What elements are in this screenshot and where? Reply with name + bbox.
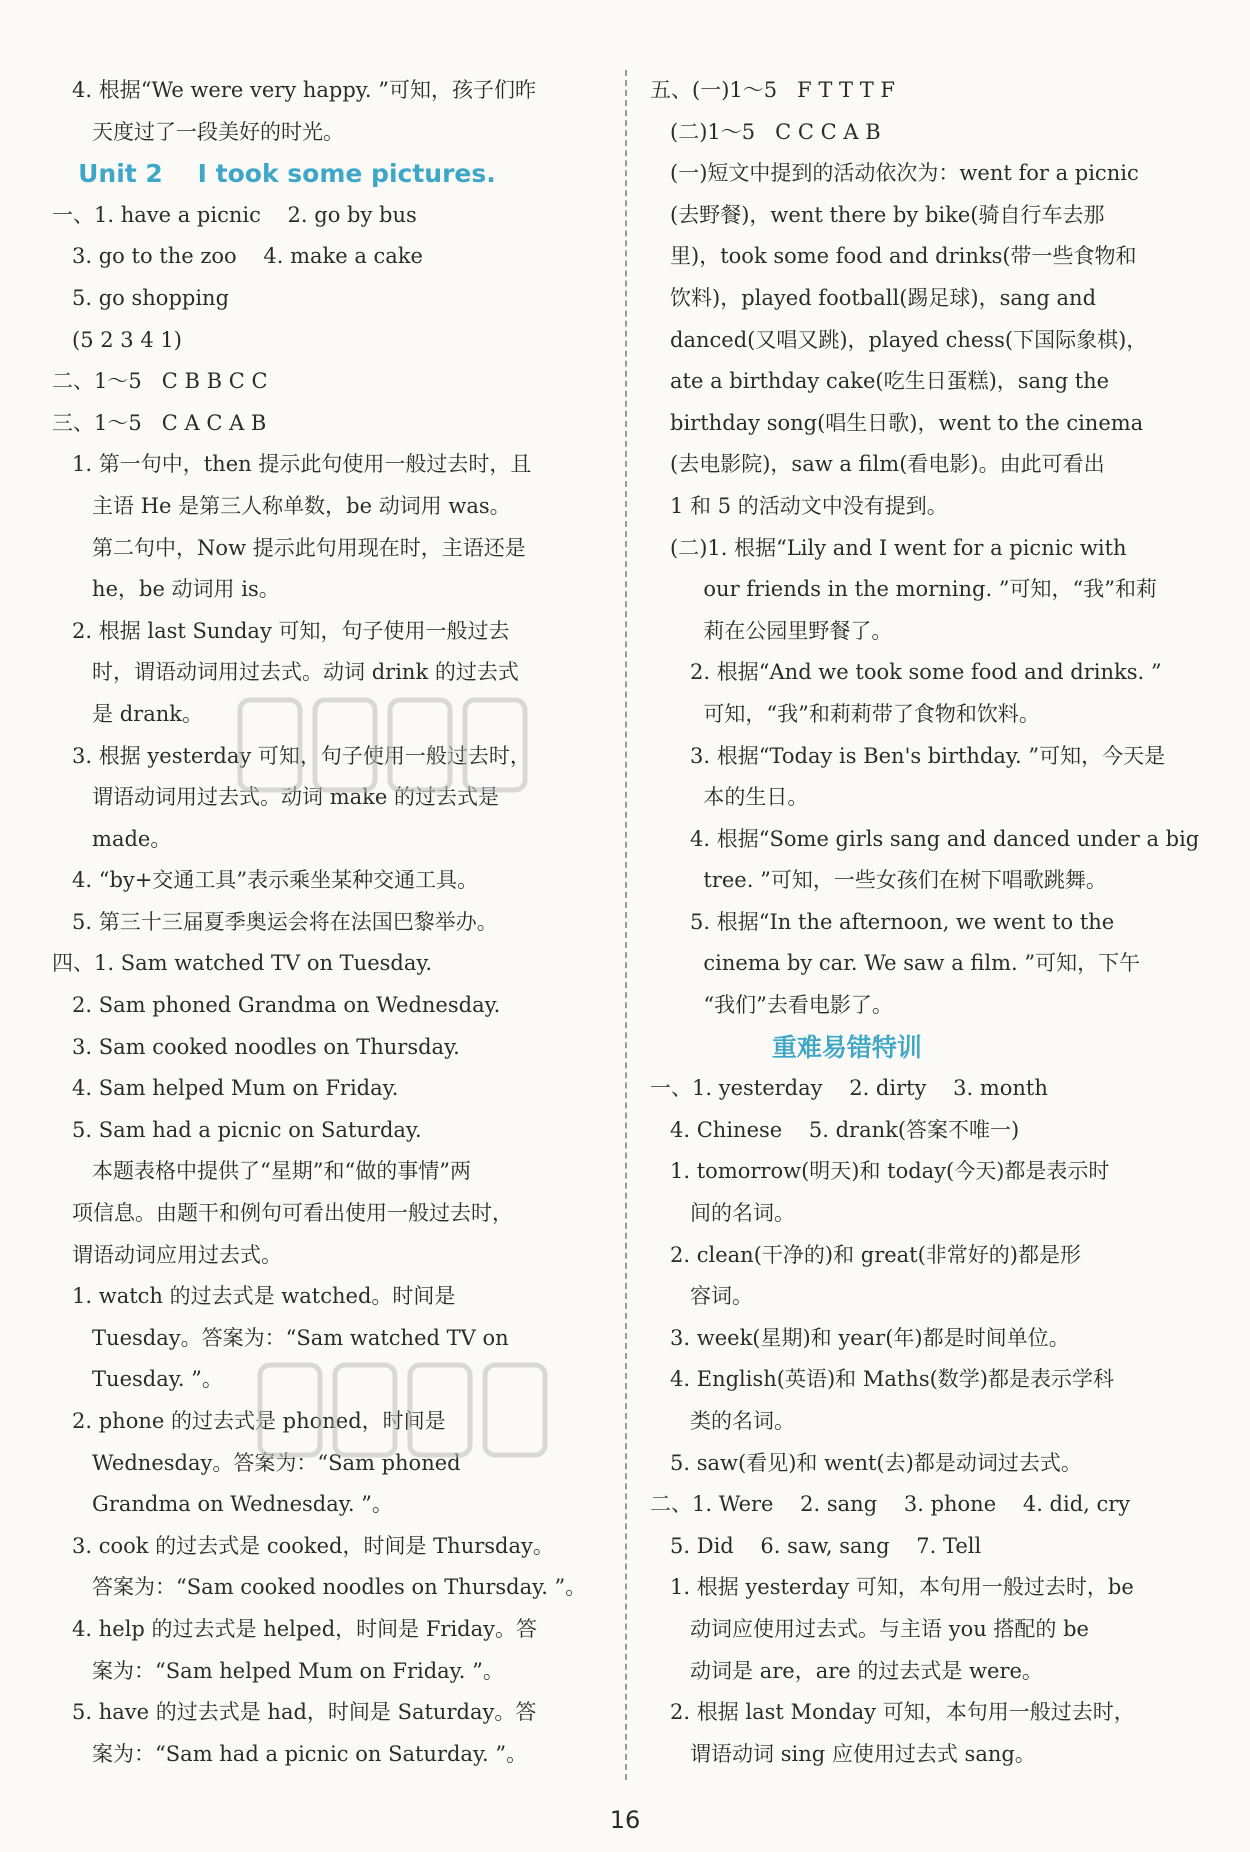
text-line: made。 (52, 826, 172, 851)
text-line: 5. Did 6. saw, sang 7. Tell (650, 1533, 982, 1558)
text-line: 四、1. Sam watched TV on Tuesday. (52, 951, 433, 976)
text-line: (一)短文中提到的活动依次为：went for a picnic (650, 161, 1139, 186)
text-line: 2. 根据“And we took some food and drinks. ” (650, 660, 1162, 685)
text-line: 一、1. have a picnic 2. go by bus (52, 202, 417, 227)
text-line: 4. Sam helped Mum on Friday. (52, 1076, 399, 1101)
text-line: 一、1. yesterday 2. dirty 3. month (650, 1076, 1048, 1101)
text-line: 谓语动词应用过去式。 (52, 1242, 283, 1267)
text-line: 4. help 的过去式是 helped，时间是 Friday。答 (52, 1616, 538, 1641)
text-line: 3. 根据“Today is Ben's birthday. ”可知，今天是 (650, 743, 1166, 768)
text-line: 4. 根据“We were very happy. ”可知，孩子们昨 (52, 78, 536, 102)
left-column (52, 70, 612, 1775)
right-column (650, 70, 1210, 1775)
text-line: 谓语动词用过去式。动词 make 的过去式是 (52, 785, 499, 810)
text-line: 案为：“Sam had a picnic on Saturday. ”。 (52, 1741, 528, 1766)
text-line: 2. Sam phoned Grandma on Wednesday. (52, 993, 501, 1018)
text-line: 1. 根据 yesterday 可知，本句用一般过去时，be (650, 1575, 1134, 1600)
text-line: 5. 根据“In the afternoon, we went to the (650, 909, 1115, 934)
text-line: 二、1～5 C B B C C (52, 369, 268, 394)
text-line: Tuesday. ”。 (52, 1367, 223, 1392)
text-line: 动词应使用过去式。与主语 you 搭配的 be (650, 1616, 1089, 1641)
text-line: 案为：“Sam helped Mum on Friday. ”。 (52, 1658, 504, 1683)
text-line: 本的生日。 (650, 785, 809, 810)
text-line: Wednesday。答案为：“Sam phoned (52, 1450, 461, 1475)
text-line: 饮料)，played football(踢足球)，sang and (650, 285, 1097, 310)
text-line: he，be 动词用 is。 (52, 577, 280, 602)
text-line: danced(又唱又跳)，played chess(下国际象棋)， (650, 327, 1148, 352)
text-line: 容词。 (650, 1284, 754, 1309)
text-line: 3. cook 的过去式是 cooked，时间是 Thursday。 (52, 1533, 554, 1558)
text-line: 1. tomorrow(明天)和 today(今天)都是表示时 (650, 1159, 1110, 1184)
text-line: 2. 根据 last Sunday 可知，句子使用一般过去 (52, 618, 510, 643)
text-line: (5 2 3 4 1) (52, 327, 182, 352)
text-line: tree. ”可知，一些女孩们在树下唱歌跳舞。 (650, 868, 1107, 893)
text-line: 是 drank。 (52, 701, 203, 726)
text-line: 2. clean(干净的)和 great(非常好的)都是形 (650, 1242, 1082, 1267)
watermark-logo (230, 690, 530, 800)
text-line: 动词是 are，are 的过去式是 were。 (650, 1658, 1043, 1683)
text-line: (去野餐)，went there by bike(骑自行车去那 (650, 202, 1105, 227)
text-line: 5. Sam had a picnic on Saturday. (52, 1117, 422, 1142)
text-line: birthday song(唱生日歌)，went to the cinema (650, 410, 1144, 435)
text-line: 可知，“我”和莉莉带了食物和饮料。 (650, 701, 1040, 726)
text-line: 3. Sam cooked noodles on Thursday. (52, 1034, 460, 1059)
text-line: 5. go shopping (52, 285, 230, 310)
text-line: 间的名词。 (650, 1201, 796, 1226)
text-line: (二)1. 根据“Lily and I went for a picnic with (650, 535, 1127, 560)
text-line: 类的名词。 (650, 1409, 796, 1433)
text-line: 本题表格中提供了“星期”和“做的事情”两 (52, 1159, 471, 1184)
text-line: 里)，took some food and drinks(带一些食物和 (650, 244, 1137, 269)
text-line: (去电影院)，saw a film(看电影)。由此可看出 (650, 452, 1105, 477)
text-line: 3. week(星期)和 year(年)都是时间单位。 (650, 1325, 1070, 1350)
text-line: cinema by car. We saw a film. ”可知，下午 (650, 951, 1141, 976)
text-line: 4. “by+交通工具”表示乘坐某种交通工具。 (52, 868, 479, 893)
text-line: 主语 He 是第三人称单数，be 动词用 was。 (52, 493, 511, 518)
text-line: our friends in the morning. ”可知，“我”和莉 (650, 577, 1158, 602)
section-heading: 重难易错特训 (650, 1032, 922, 1062)
text-line: Grandma on Wednesday. ”。 (52, 1492, 393, 1517)
text-line: 3. go to the zoo 4. make a cake (52, 244, 423, 269)
text-line: “我们”去看电影了。 (650, 993, 893, 1018)
text-line: 1 和 5 的活动文中没有提到。 (650, 493, 948, 518)
text-line: 答案为：“Sam cooked noodles on Thursday. ”。 (52, 1575, 587, 1600)
text-line: 2. 根据 last Monday 可知，本句用一般过去时， (650, 1700, 1135, 1725)
text-line: 5. 第三十三届夏季奥运会将在法国巴黎举办。 (52, 909, 498, 934)
text-line: 天度过了一段美好的时光。 (52, 119, 345, 144)
text-line: 5. have 的过去式是 had，时间是 Saturday。答 (52, 1700, 537, 1725)
text-line: 第二句中，Now 提示此句用现在时，主语还是 (52, 535, 526, 560)
page-number: 16 (609, 1806, 641, 1834)
text-line: ate a birthday cake(吃生日蛋糕)，sang the (650, 369, 1110, 394)
text-line: 4. English(英语)和 Maths(数学)都是表示学科 (650, 1367, 1114, 1392)
watermark-logo (250, 1355, 550, 1465)
text-line: 时，谓语动词用过去式。动词 drink 的过去式 (52, 660, 519, 685)
text-line: 4. Chinese 5. drank(答案不唯一) (650, 1117, 1020, 1142)
column-divider (625, 70, 627, 1780)
text-line: 4. 根据“Some girls sang and danced under a big (650, 826, 1200, 851)
text-line: 1. watch 的过去式是 watched。时间是 (52, 1284, 456, 1309)
text-line: 3. 根据 yesterday 可知，句子使用一般过去时， (52, 743, 531, 768)
text-line: 莉在公园里野餐了。 (650, 618, 893, 643)
text-line: (二)1～5 C C C A B (650, 119, 881, 144)
section-heading: Unit 2 I took some pictures. (52, 159, 496, 189)
text-line: 三、1～5 C A C A B (52, 410, 267, 435)
text-line: 二、1. Were 2. sang 3. phone 4. did, cry (650, 1492, 1131, 1517)
text-line: 2. phone 的过去式是 phoned，时间是 (52, 1409, 446, 1433)
text-line: 谓语动词 sing 应使用过去式 sang。 (650, 1741, 1036, 1766)
text-line: 1. 第一句中，then 提示此句使用一般过去时，且 (52, 452, 532, 477)
text-line: 5. saw(看见)和 went(去)都是动词过去式。 (650, 1450, 1082, 1475)
text-line: 项信息。由题干和例句可看出使用一般过去时， (52, 1201, 514, 1226)
text-line: Tuesday。答案为：“Sam watched TV on (52, 1325, 509, 1350)
text-line: 五、(一)1～5 F T T T F (650, 78, 895, 102)
